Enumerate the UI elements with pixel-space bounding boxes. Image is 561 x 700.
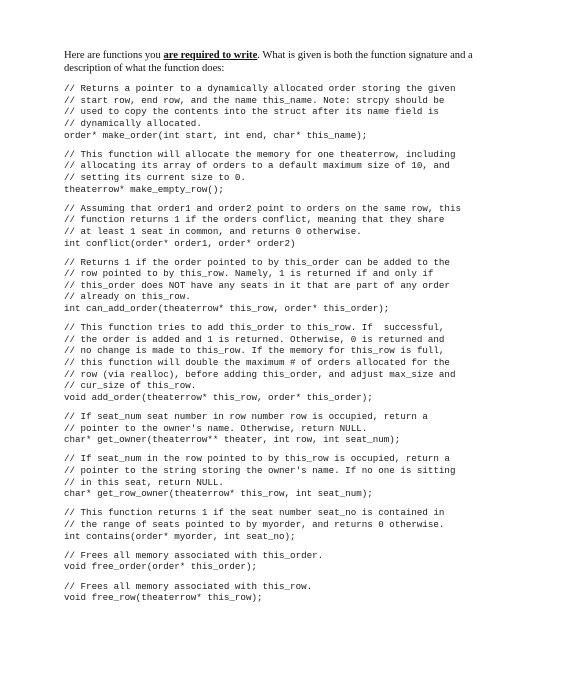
function-block [64, 257, 504, 315]
comment-line: // row (via realloc), before adding this_order, and adjust max_size and [64, 368, 456, 380]
function-signature: char* get_owner(theaterrow** theater, int row, int seat_num); [64, 434, 401, 446]
function-signature: void free_row(theaterrow* this_row); [64, 592, 263, 604]
function-signature: void free_order(order* this_order); [64, 561, 257, 573]
comment-line: // in this seat, return NULL. [64, 476, 224, 488]
function-signature: theaterrow* make_empty_row(); [64, 183, 224, 195]
comment-line: // Returns 1 if the order pointed to by this_order can be added to the [64, 256, 450, 268]
comment-line: // If seat_num seat number in row number row is occupied, return a [64, 411, 428, 422]
comment-line: // used to copy the contents into the struct after its name field is [64, 106, 439, 118]
comment-line: // at least 1 seat in common, and returns 0 otherwise. [64, 225, 362, 237]
comment-line: // no change is made to this_row. If the memory for this_row is full, [64, 345, 445, 357]
function-block [64, 322, 504, 403]
intro-emphasis: are required to write [163, 50, 258, 61]
comment-line: // function returns 1 if the orders conflict, meaning that they share [64, 214, 445, 226]
function-block [64, 203, 504, 249]
comment-line: // start row, end row, and the name this_name. Note: strcpy should be [64, 94, 445, 106]
comment-line: // Frees all memory associated with this_row. [64, 580, 313, 592]
comment-line: // setting its current size to 0. [64, 171, 246, 183]
intro-text-pre: Here are functions you [64, 50, 164, 61]
function-list [64, 83, 504, 604]
intro-line-1 [64, 50, 504, 63]
comment-line: // Assuming that order1 and order2 point to orders on the same row, this [64, 202, 461, 214]
comment-line: // allocating its array of orders to a default maximum size of 10, and [64, 160, 450, 172]
intro-text-post: . What is given is both the function signature and a [257, 50, 473, 61]
comment-line: // cur_size of this_row. [64, 380, 197, 392]
comment-line: // this function will double the maximum # of orders allocated for the [64, 357, 450, 369]
function-signature: int contains(order* myorder, int seat_no); [64, 530, 296, 542]
comment-line: // Returns a pointer to a dynamically allocated order storing the given [64, 83, 456, 95]
comment-line: // the order is added and 1 is returned. Otherwise, 0 is returned and [64, 333, 445, 345]
function-signature: int conflict(order* order1, order* order2) [64, 237, 296, 249]
comment-line: // This function tries to add this_order to this_row. If successful, [64, 322, 445, 334]
intro-line-2: description of what the function does: [64, 62, 225, 74]
comment-line: // the range of seats pointed to by myorder, and returns 0 otherwise. [64, 518, 445, 530]
comment-line: // This function returns 1 if the seat number seat_no is contained in [64, 507, 445, 519]
document-page [64, 50, 504, 611]
function-signature: int can_add_order(theaterrow* this_row, order* this_order); [64, 303, 390, 315]
comment-line: // If seat_num in the row pointed to by this_row is occupied, return a [64, 453, 450, 465]
comment-line: // pointer to the owner's name. Otherwise, return NULL. [64, 422, 368, 434]
comment-line: // already on this_row. [64, 291, 191, 303]
function-block [64, 83, 504, 141]
function-block [64, 550, 504, 573]
comment-line: // This function will allocate the memory for one theaterrow, including [64, 148, 456, 160]
comment-line: // row pointed to by this_row. Namely, 1 is returned if and only if [64, 268, 434, 280]
comment-line: // this_order does NOT have any seats in it that are part of any order [64, 279, 450, 291]
function-block [64, 149, 504, 195]
function-block [64, 507, 504, 542]
comment-line: // pointer to the string storing the owner's name. If no one is sitting [64, 464, 456, 476]
function-block [64, 581, 504, 604]
function-signature: void add_order(theaterrow* this_row, order* this_order); [64, 391, 373, 403]
function-block [64, 453, 504, 499]
comment-line: // dynamically allocated. [64, 117, 202, 129]
function-signature: order* make_order(int start, int end, char* this_name); [64, 129, 368, 141]
comment-line: // Frees all memory associated with this_order. [64, 549, 324, 561]
function-block [64, 411, 504, 446]
function-signature: char* get_row_owner(theaterrow* this_row, int seat_num); [64, 488, 373, 500]
intro-paragraph [64, 50, 504, 75]
